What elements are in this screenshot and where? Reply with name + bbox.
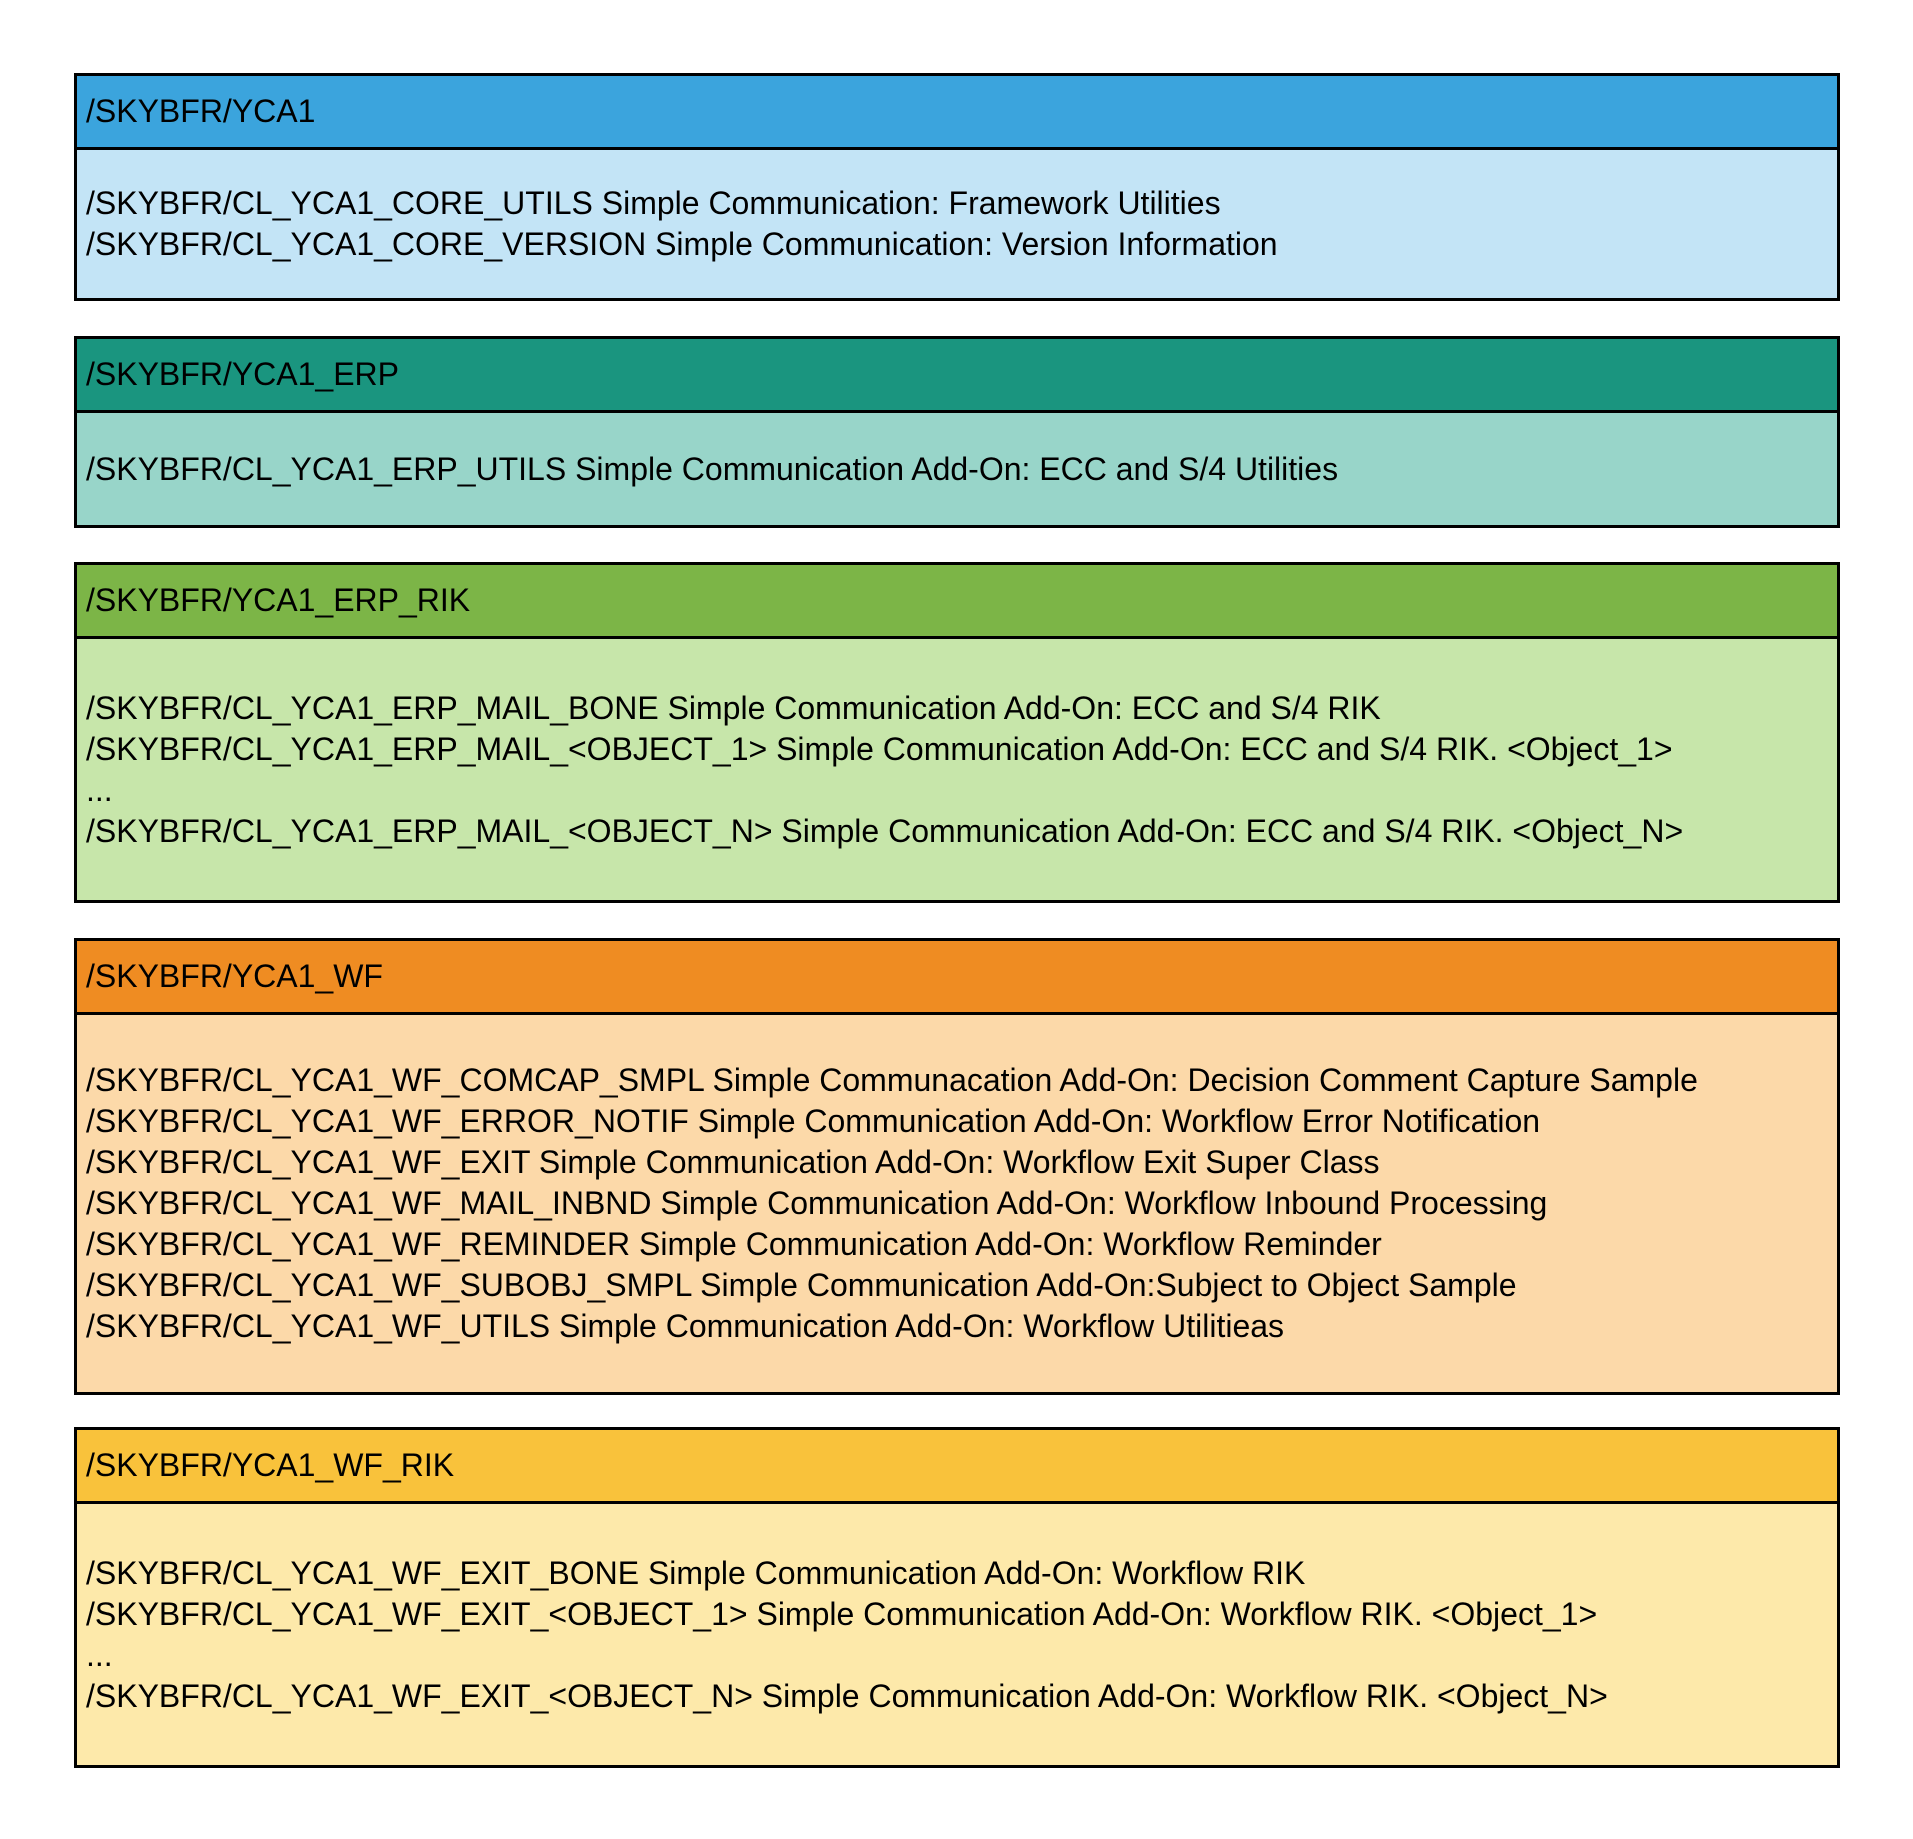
package-title: /SKYBFR/YCA1_WF [86, 958, 383, 994]
package-header-yca1-wf [77, 941, 1837, 1015]
package-header-yca1 [77, 76, 1837, 150]
class-entry: /SKYBFR/CL_YCA1_ERP_MAIL_<OBJECT_1> Simple Communication Add-On: ECC and S/4 RIK. <Object_1> [86, 730, 1673, 767]
class-entry: /SKYBFR/CL_YCA1_ERP_MAIL_<OBJECT_N> Simple Communication Add-On: ECC and S/4 RIK. <Object_N> [86, 812, 1684, 849]
package-header-yca1-erp [77, 339, 1837, 413]
class-entry: /SKYBFR/CL_YCA1_WF_EXIT_<OBJECT_N> Simple Communication Add-On: Workflow RIK. <Object_N> [86, 1677, 1608, 1714]
package-box-yca1-wf-rik [74, 1427, 1840, 1768]
ellipsis-entry: ... [86, 1636, 113, 1673]
class-entry: /SKYBFR/CL_YCA1_WF_ERROR_NOTIF Simple Communication Add-On: Workflow Error Notification [86, 1103, 1541, 1139]
package-body-yca1-wf-rik [77, 1504, 1837, 1765]
class-entry: /SKYBFR/CL_YCA1_WF_EXIT_<OBJECT_1> Simple Communication Add-On: Workflow RIK. <Object_1> [86, 1595, 1598, 1632]
class-entry: /SKYBFR/CL_YCA1_ERP_UTILS Simple Communication Add-On: ECC and S/4 Utilities [86, 450, 1339, 487]
package-body-yca1 [77, 150, 1837, 298]
class-entry: /SKYBFR/CL_YCA1_CORE_VERSION Simple Communication: Version Information [86, 226, 1278, 262]
class-entry: /SKYBFR/CL_YCA1_CORE_UTILS Simple Communication: Framework Utilities [86, 185, 1221, 221]
package-body-yca1-erp [77, 413, 1837, 525]
package-title: /SKYBFR/YCA1_ERP_RIK [86, 582, 471, 618]
class-entry: /SKYBFR/CL_YCA1_WF_EXIT Simple Communication Add-On: Workflow Exit Super Class [86, 1144, 1380, 1180]
package-header-yca1-erp-rik [77, 565, 1837, 639]
package-box-yca1-erp-rik [74, 562, 1840, 903]
ellipsis-entry: ... [86, 771, 113, 808]
class-entry: /SKYBFR/CL_YCA1_WF_SUBOBJ_SMPL Simple Communication Add-On:Subject to Object Sample [86, 1267, 1517, 1303]
package-title: /SKYBFR/YCA1_ERP [86, 356, 399, 392]
class-entry: /SKYBFR/CL_YCA1_ERP_MAIL_BONE Simple Communication Add-On: ECC and S/4 RIK [86, 689, 1381, 726]
class-entry: /SKYBFR/CL_YCA1_WF_MAIL_INBND Simple Communication Add-On: Workflow Inbound Processing [86, 1185, 1548, 1221]
package-title: /SKYBFR/YCA1 [86, 93, 316, 129]
package-body-yca1-wf [77, 1015, 1837, 1392]
class-entry: /SKYBFR/CL_YCA1_WF_EXIT_BONE Simple Communication Add-On: Workflow RIK [86, 1554, 1306, 1591]
package-header-yca1-wf-rik [77, 1430, 1837, 1504]
class-entry: /SKYBFR/CL_YCA1_WF_REMINDER Simple Communication Add-On: Workflow Reminder [86, 1226, 1382, 1262]
class-entry: /SKYBFR/CL_YCA1_WF_UTILS Simple Communication Add-On: Workflow Utilitieas [86, 1308, 1285, 1344]
package-title: /SKYBFR/YCA1_WF_RIK [86, 1447, 455, 1483]
package-body-yca1-erp-rik [77, 639, 1837, 900]
package-box-yca1-wf [74, 938, 1840, 1395]
package-box-yca1-erp [74, 336, 1840, 528]
package-box-yca1 [74, 73, 1840, 301]
class-entry: /SKYBFR/CL_YCA1_WF_COMCAP_SMPL Simple Communacation Add-On: Decision Comment Capture Sample [86, 1062, 1698, 1098]
